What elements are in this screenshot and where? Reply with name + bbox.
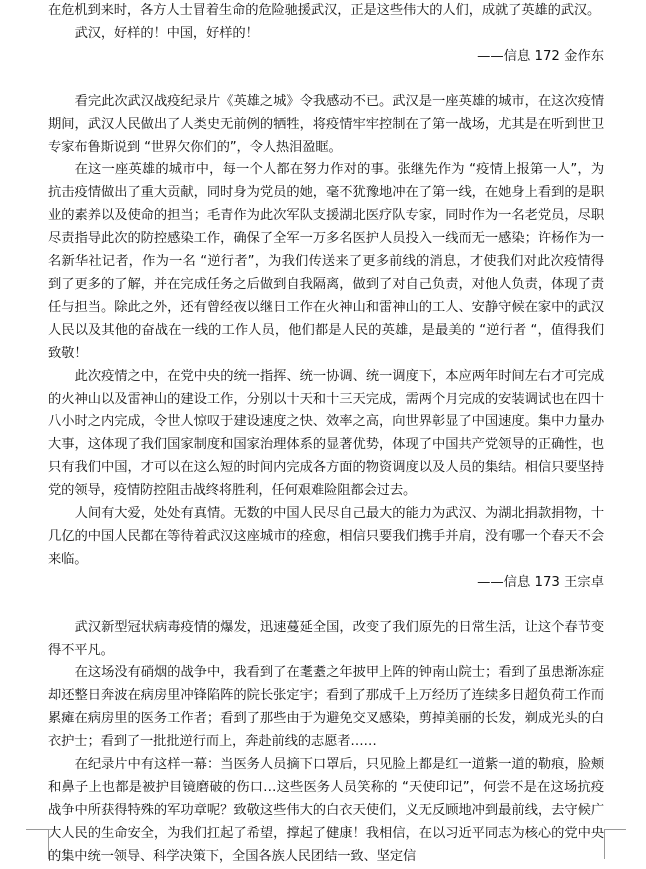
section-gap — [48, 69, 604, 91]
paragraph-love: 人间有大爱，处处有真情。无数的中国人民尽自己最大的能力为武汉、为湖北捐款捐物，十几亿的中国人民都在等待着武汉这座城市的痊愈，相信只要我们携手并肩，没有哪一个春天不会来临。 — [48, 506, 604, 567]
paragraph-heroes: 在这一座英雄的城市中，每一个人都在努力作对的事。张继先作为 “疫情上报第一人”，为抗击疫情做出了重大贡献，同时身为党员的她，毫不犹豫地冲在了第一线，在她身上看到的是职业的素养以及使命的担当；毛青作为此次军队支援湖北医疗队专家，同时作为一名老党员，尽职尽责指导此次的防控感染工作，确保了全军一万多名医护人员投入一线而无一感染；许杨作为一名新华社记者，作为一名 “逆行者”，为我们传送来了更多前线的消息，才使我们对此次疫情得到了更多的了解，并在完成任务之后做到自我隔离，做到了对自己负责，对他人负责，体现了责任与担当。除此之外，还有曾经夜以继日工作在火神山和雷神山的工人、安静守候在家中的武汉人民以及其他的奋战在一线的工作人员，他们都是人民的英雄，是最美的 “逆行者 “，值得我们致敬！ — [48, 162, 604, 361]
paragraph-angel-marks: 在纪录片中有这样一幕：当医务人员摘下口罩后，只见脸上都是红一道紫一道的勒痕，脸颊和鼻子上也都是被护目镜磨破的伤口…这些医务人员笑称的 “天使印记”，何尝不是在这场抗疫战争中所获得特殊的军功章呢？致敬这些伟大的白衣天使们，义无反顾地冲到最前线，去守候广大人民的生命安全，为我们扛起了希望，撑起了健康！我相信，在以习近平同志为核心的党中央的集中统一领导、科学决策下，全国各族人民团结一致、坚定信 — [48, 757, 604, 864]
paragraph-intro-end: 在危机到来时，各方人士冒着生命的危险驰援武汉，正是这些伟大的人们，成就了英雄的武汉。 — [48, 3, 601, 18]
paragraph-party-leadership: 此次疫情之中，在党中央的统一指挥、统一协调、统一调度下，本应两年时间左右才可完成的火神山以及雷神山的建设工作，分别以十天和十三天完成，需两个月完成的安装调试也在四十八小时之内完成，令世人惊叹于建设速度之快、效率之高，向世界彰显了中国速度。集中力量办大事，这体现了我们国家制度和国家治理体系的显著优势，体现了中国共产党领导的正确性，也只有我们中国，才可以在这么短的时间内完成各方面的物资调度以及人员的集结。相信只要坚持党的领导，疫情防控阻击战终将胜利，任何艰难险阻都会过去。 — [48, 368, 604, 499]
signature-172: ——信息 172 金作东 — [477, 48, 604, 64]
crop-mark-bottom-left — [38, 829, 49, 859]
paragraph-documentary: 看完此次武汉战疫纪录片《英雄之城》令我感动不已。武汉是一座英雄的城市，在这次疫情期间，武汉人民做出了人类史无前例的牺牲，将疫情牢牢控制在了第一战场，尤其是在听到世卫专家布鲁斯说到 “世界欠你们的”，令人热泪盈眶。 — [48, 93, 604, 155]
crop-mark-bottom-right — [604, 829, 626, 830]
paragraph-outbreak: 武汉新型冠状病毒疫情的爆发，迅速蔓延全国，改变了我们原先的日常生活，让这个春节变得不平凡。 — [48, 619, 604, 658]
paragraph-cheer: 武汉，好样的！中国，好样的！ — [74, 25, 259, 41]
signature-173: ——信息 173 王宗卓 — [477, 574, 604, 590]
document-page — [48, 0, 604, 869]
crop-mark-bottom-left — [26, 829, 48, 830]
section-gap — [48, 595, 604, 617]
crop-mark-bottom-right — [604, 829, 615, 859]
paragraph-war: 在这场没有硝烟的战争中，我看到了在耄耋之年披甲上阵的钟南山院士；看到了虽患渐冻症却还整日奔波在病房里冲锋陷阵的院长张定宇；看到了那成千上万经历了连续多日超负荷工作而累瘫在病房里的医务工作者；看到了那些由于为避免交叉感染，剪掉美丽的长发，剃成光头的白衣护士；看到了一批批逆行而上，奔赴前线的志愿者…… — [48, 665, 604, 750]
